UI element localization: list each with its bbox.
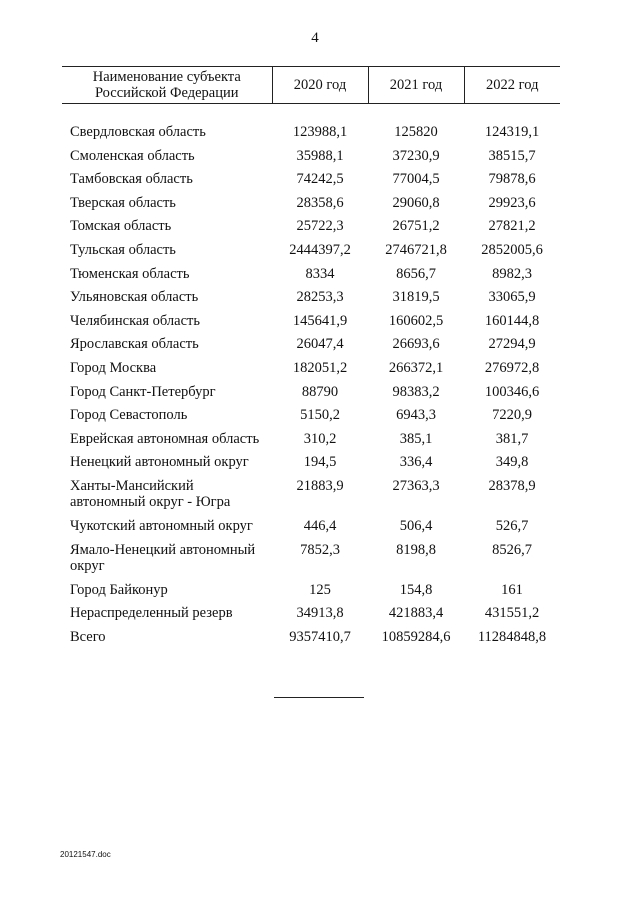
value-2021-cell: 506,4 <box>399 517 433 534</box>
value-2022-cell: 2852005,6 <box>481 241 543 258</box>
value-2021-cell: 27363,3 <box>392 477 440 494</box>
subsidy-table <box>62 66 560 652</box>
table-spacer-row <box>62 104 560 125</box>
value-2020-cell: 145641,9 <box>292 312 348 329</box>
table-row <box>62 171 560 195</box>
table-row <box>62 124 560 148</box>
value-2021-cell: 31819,5 <box>392 289 440 306</box>
table-row <box>62 478 560 518</box>
value-2021-cell: 160602,5 <box>388 312 444 329</box>
value-2020-cell: 26047,4 <box>296 336 344 353</box>
value-2020-cell: 194,5 <box>303 454 337 471</box>
value-2020-cell: 34913,8 <box>296 605 344 622</box>
region-name-cell: Город Москва <box>70 359 157 376</box>
table-row <box>62 289 560 313</box>
value-2021-cell: 336,4 <box>399 454 433 471</box>
region-name-cell: Смоленская область <box>70 147 195 164</box>
value-2022-cell: 124319,1 <box>484 124 540 140</box>
value-2022-cell: 8982,3 <box>492 265 532 282</box>
header-region-name: Наименование субъекта Российской Федерации <box>62 67 272 104</box>
value-2021-cell: 6943,3 <box>396 407 436 424</box>
table-row <box>62 431 560 455</box>
region-name-cell: Ульяновская область <box>70 289 199 306</box>
region-name-cell: Свердловская область <box>70 124 206 140</box>
table-row <box>62 266 560 290</box>
table-row <box>62 218 560 242</box>
region-name-cell: Нераспределенный резерв <box>70 605 233 622</box>
value-2021-cell: 154,8 <box>399 581 433 598</box>
value-2021-cell: 8198,8 <box>396 541 436 558</box>
subsidy-table-container <box>62 66 560 652</box>
header-year-2020: 2020 год <box>272 67 368 104</box>
value-2022-cell: 7220,9 <box>492 407 532 424</box>
value-2021-cell: 266372,1 <box>388 359 444 376</box>
region-name-cell: Город Севастополь <box>70 407 188 424</box>
value-2020-cell: 35988,1 <box>296 147 344 164</box>
region-name-cell: Чукотский автономный округ <box>70 517 253 534</box>
value-2022-cell: 28378,9 <box>488 477 536 494</box>
value-2022-cell: 27294,9 <box>488 336 536 353</box>
region-name-cell: Ханты-Мансийский автономный округ - Югра <box>70 477 231 510</box>
value-2020-cell: 9357410,7 <box>289 628 351 645</box>
value-2020-cell: 5150,2 <box>300 407 340 424</box>
value-2020-cell: 28358,6 <box>296 194 344 211</box>
value-2020-cell: 28253,3 <box>296 289 344 306</box>
region-name-cell: Всего <box>70 628 106 645</box>
value-2022-cell: 8526,7 <box>492 541 532 558</box>
value-2022-cell: 161 <box>501 581 523 598</box>
table-row <box>62 518 560 542</box>
table-row <box>62 336 560 360</box>
region-name-cell: Ямало-Ненецкий автономный округ <box>70 541 256 574</box>
value-2020-cell: 25722,3 <box>296 218 344 235</box>
value-2020-cell: 2444397,2 <box>289 241 351 258</box>
value-2022-cell: 27821,2 <box>488 218 536 235</box>
table-row <box>62 542 560 582</box>
value-2022-cell: 11284848,8 <box>477 628 547 645</box>
table-header-row <box>62 67 560 104</box>
table-row <box>62 242 560 266</box>
value-2022-cell: 431551,2 <box>484 605 540 622</box>
table-body <box>62 104 560 653</box>
value-2022-cell: 160144,8 <box>484 312 540 329</box>
value-2022-cell: 526,7 <box>495 517 529 534</box>
table-row <box>62 384 560 408</box>
value-2021-cell: 29060,8 <box>392 194 440 211</box>
value-2021-cell: 125820 <box>394 124 438 140</box>
page-number: 4 <box>311 30 319 46</box>
region-name-cell: Ярославская область <box>70 336 199 353</box>
value-2020-cell: 310,2 <box>303 430 337 447</box>
value-2020-cell: 74242,5 <box>296 171 344 188</box>
value-2021-cell: 2746721,8 <box>385 241 447 258</box>
header-year-2021: 2021 год <box>368 67 464 104</box>
value-2022-cell: 33065,9 <box>488 289 536 306</box>
table-row <box>62 582 560 606</box>
table-row <box>62 148 560 172</box>
value-2020-cell: 8334 <box>305 265 335 282</box>
region-name-cell: Город Санкт-Петербург <box>70 383 216 400</box>
table-row <box>62 195 560 219</box>
value-2020-cell: 182051,2 <box>292 359 348 376</box>
value-2021-cell: 8656,7 <box>396 265 436 282</box>
table-row <box>62 454 560 478</box>
end-divider <box>274 697 364 698</box>
region-name-cell: Томская область <box>70 218 172 235</box>
value-2022-cell: 276972,8 <box>484 359 540 376</box>
table-row <box>62 629 560 653</box>
value-2020-cell: 7852,3 <box>300 541 340 558</box>
value-2021-cell: 421883,4 <box>388 605 444 622</box>
region-name-cell: Тюменская область <box>70 265 190 282</box>
value-2021-cell: 10859284,6 <box>381 628 451 645</box>
value-2020-cell: 125 <box>309 581 331 598</box>
region-name-cell: Челябинская область <box>70 312 200 329</box>
value-2022-cell: 29923,6 <box>488 194 536 211</box>
value-2021-cell: 26693,6 <box>392 336 440 353</box>
table-row <box>62 360 560 384</box>
header-year-2022: 2022 год <box>464 67 560 104</box>
table-row <box>62 605 560 629</box>
table-row <box>62 407 560 431</box>
value-2022-cell: 381,7 <box>495 430 529 447</box>
value-2022-cell: 38515,7 <box>488 147 536 164</box>
table-row <box>62 313 560 337</box>
value-2022-cell: 349,8 <box>495 454 529 471</box>
value-2021-cell: 98383,2 <box>392 383 440 400</box>
region-name-cell: Еврейская автономная область <box>70 430 260 447</box>
region-name-cell: Город Байконур <box>70 581 168 598</box>
value-2022-cell: 100346,6 <box>484 383 540 400</box>
value-2020-cell: 21883,9 <box>296 477 344 494</box>
value-2021-cell: 77004,5 <box>392 171 440 188</box>
value-2021-cell: 26751,2 <box>392 218 440 235</box>
region-name-cell: Тамбовская область <box>70 171 193 188</box>
value-2020-cell: 123988,1 <box>292 124 348 140</box>
value-2021-cell: 385,1 <box>399 430 433 447</box>
value-2020-cell: 88790 <box>301 383 339 400</box>
value-2022-cell: 79878,6 <box>488 171 536 188</box>
region-name-cell: Ненецкий автономный округ <box>70 454 249 471</box>
value-2020-cell: 446,4 <box>303 517 337 534</box>
value-2021-cell: 37230,9 <box>392 147 440 164</box>
document-filename: 20121547.doc <box>60 850 111 859</box>
region-name-cell: Тульская область <box>70 241 176 258</box>
region-name-cell: Тверская область <box>70 194 176 211</box>
